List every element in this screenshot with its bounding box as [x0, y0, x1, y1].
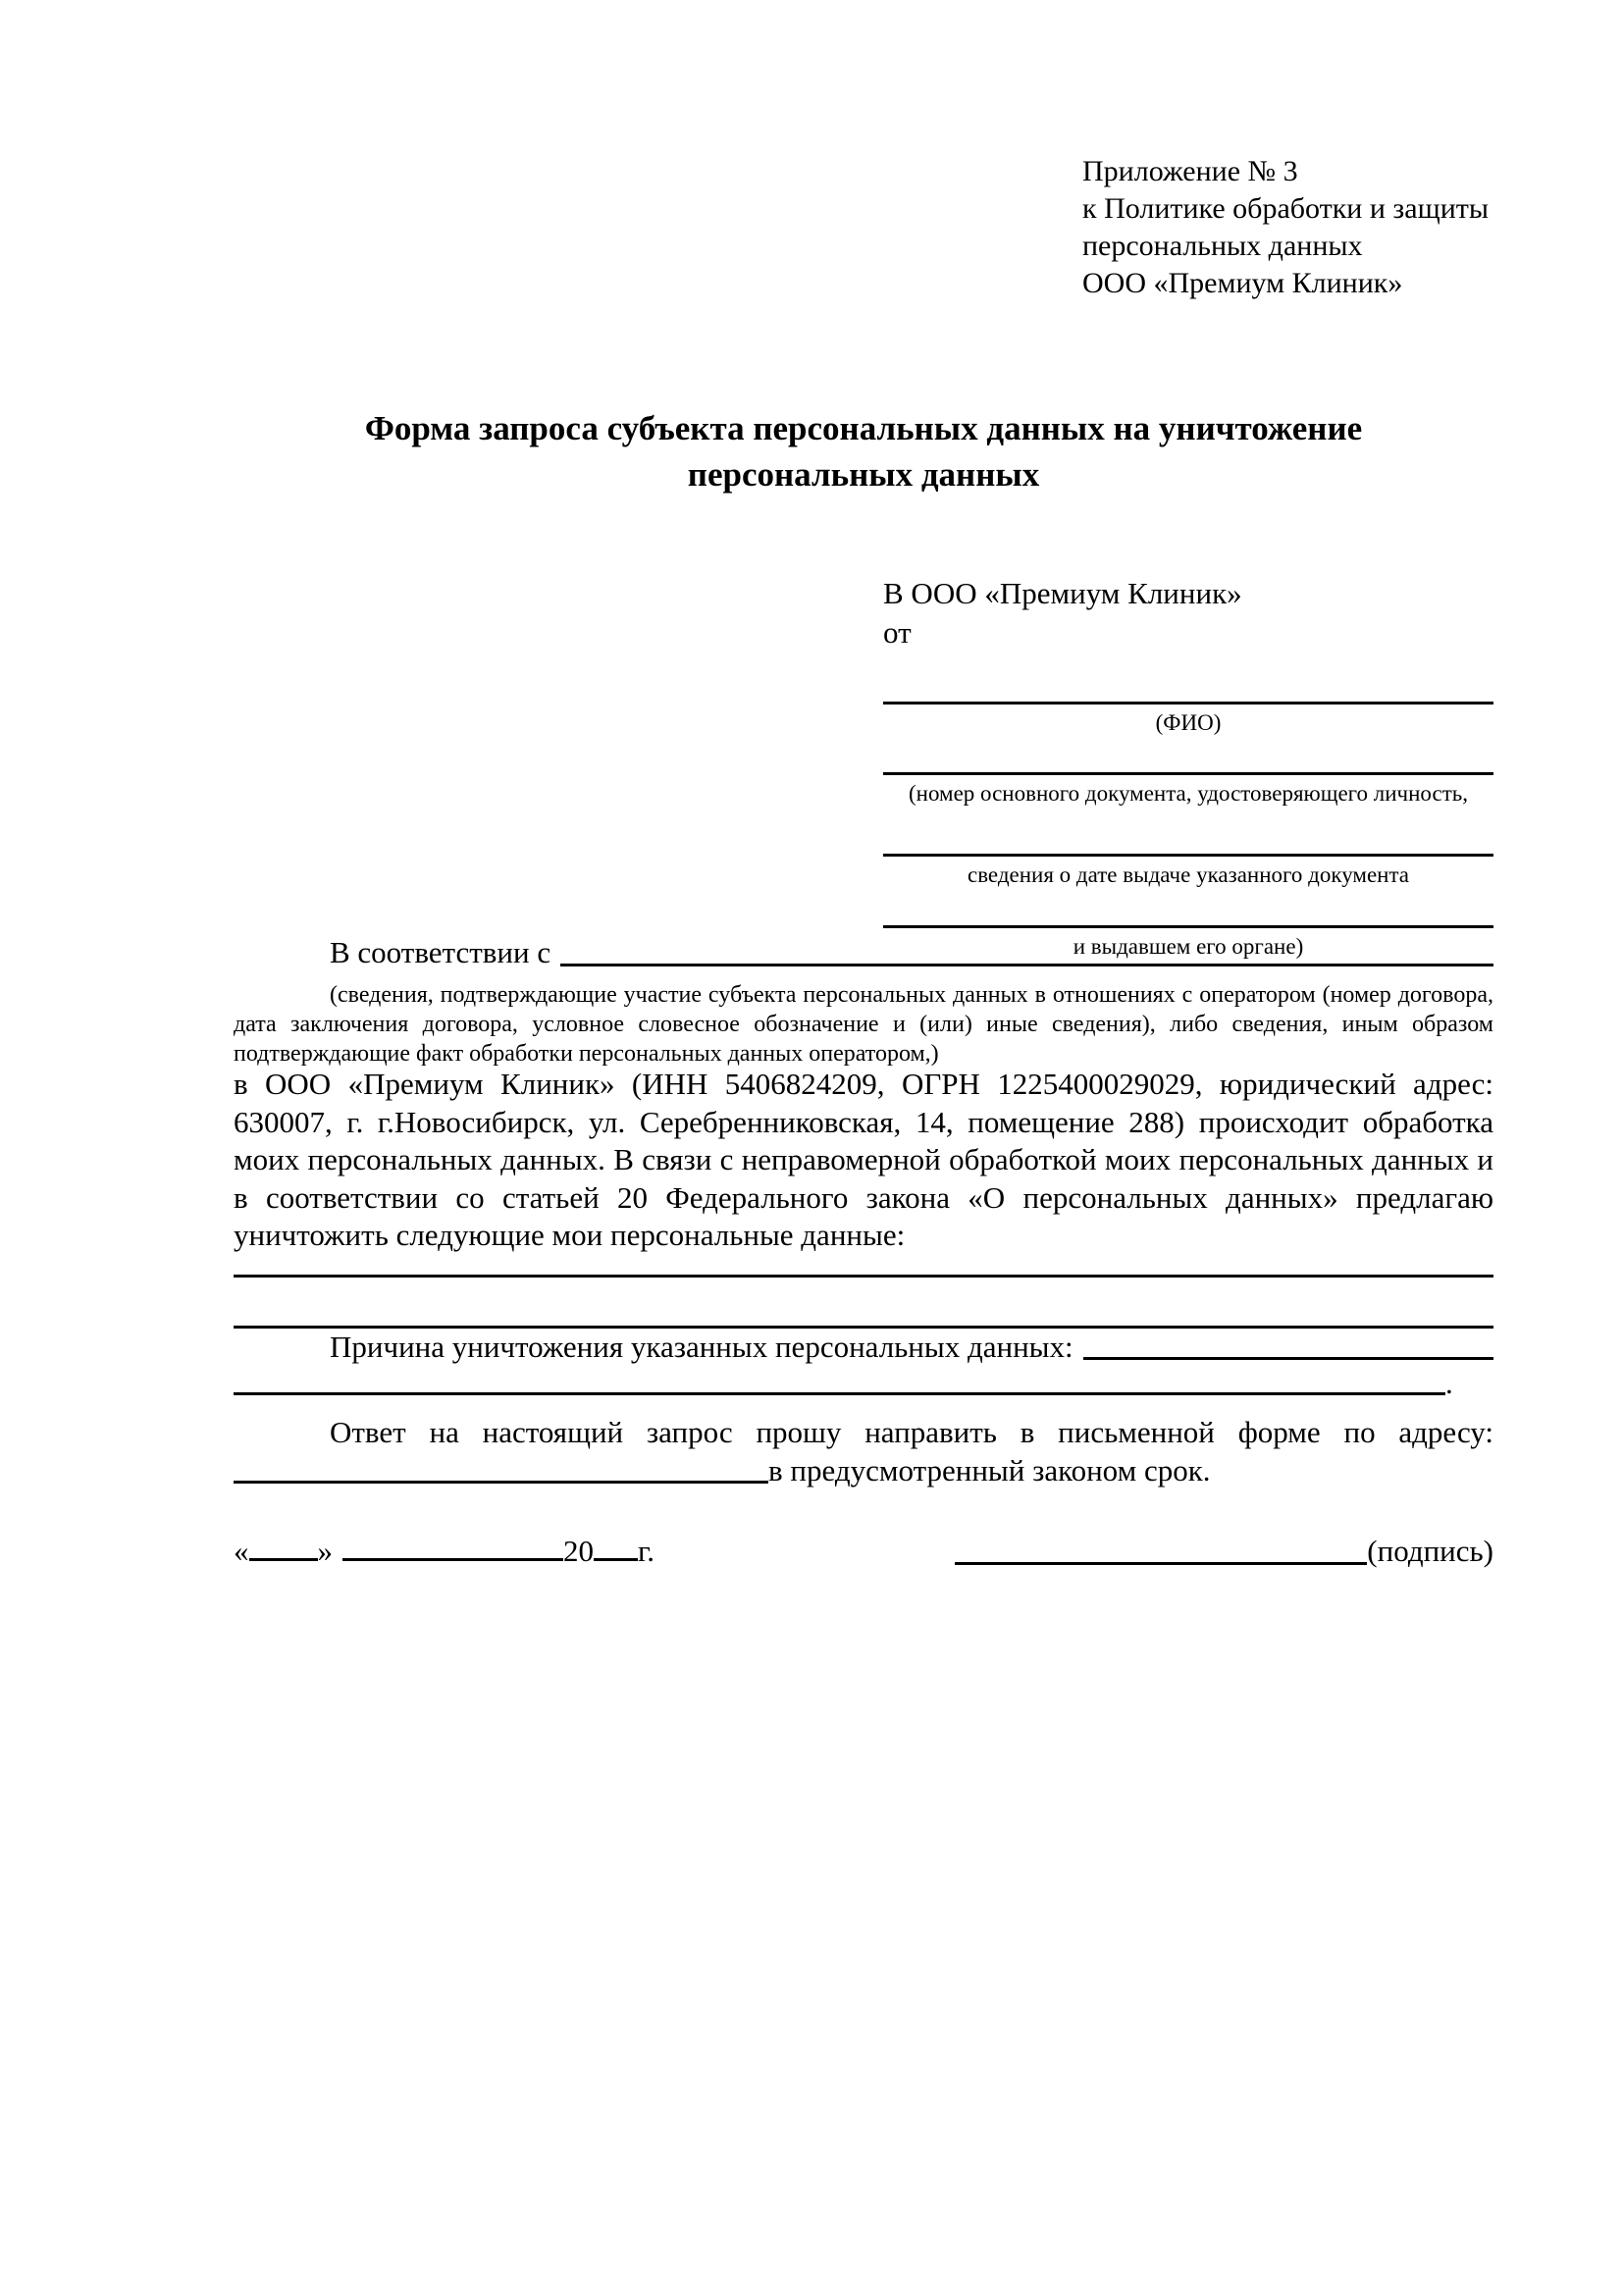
- page-title: [234, 405, 1493, 497]
- lower-section: [234, 1258, 1493, 1570]
- year-prefix: 20: [563, 1534, 594, 1568]
- accordance-row: [234, 933, 1493, 972]
- address-blank-line: [234, 1481, 768, 1484]
- appendix-header-line: персональных данных: [1082, 230, 1363, 262]
- reason-label: Причина уничтожения указанных персональных данных:: [330, 1330, 1073, 1364]
- doc-number-blank-line: [883, 772, 1493, 775]
- data-blank-line-1: [234, 1258, 1493, 1278]
- issue-date-blank-line: [883, 854, 1493, 857]
- issue-date-caption: сведения о дате выдаче указанного документа: [967, 862, 1410, 887]
- signature-blank-line: [955, 1562, 1367, 1565]
- year-suffix: г.: [638, 1534, 654, 1568]
- accordance-blank-line: [560, 933, 1493, 966]
- addressee-block: [883, 574, 1493, 960]
- reason-continuation-row: [234, 1366, 1493, 1401]
- day-blank: [249, 1531, 318, 1561]
- doc-number-caption: (номер основного документа, удостоверяющего личность,: [908, 781, 1468, 806]
- appendix-header-line: к Политике обработки и защиты: [1082, 192, 1490, 225]
- date-open-quote: «: [234, 1534, 249, 1568]
- body-paragraph: в ООО «Премиум Клиник» (ИНН 5406824209, ОГРН 1225400029029, юридический адрес: 630007, г. г.Новосибирск, ул. Серебренниковская, 14, помещение 288) происходит обработка моих персональных данных. В связи с неправомерной обработкой моих персональных данных и в соответствии со статьей 20 Федерального закона «О персональных данных» предлагаю уничтожить следующие мои персональные данные:: [234, 1067, 1493, 1252]
- appendix-header: [1082, 153, 1489, 302]
- reason-row: [234, 1329, 1493, 1366]
- appendix-header-line: Приложение № 3: [1082, 155, 1298, 187]
- date-close-quote: »: [317, 1534, 333, 1568]
- period: .: [1445, 1366, 1453, 1400]
- accordance-note: (сведения, подтверждающие участие субъекта персональных данных в отношениях с оператором (номер договора, дата заключения договора, условное словесное обозначение и (или) иные сведения), либо сведения, иным образом подтверждающие факт обработки персональных данных оператором,): [234, 982, 1493, 1067]
- response-tail: в предусмотренный законом срок.: [768, 1453, 1211, 1487]
- response-paragraph: Ответ на настоящий запрос прошу направить в письменной форме по адресу:: [330, 1415, 1493, 1449]
- reason-blank-line: [1083, 1357, 1493, 1360]
- issue-org-blank-line: [883, 925, 1493, 928]
- date-signature-row: [234, 1531, 1493, 1570]
- signature-field: [955, 1532, 1493, 1571]
- appendix-header-line: ООО «Премиум Клиник»: [1082, 267, 1403, 299]
- addressee-from-label: от: [883, 615, 912, 650]
- year-blank: [594, 1531, 638, 1561]
- issue-org-caption: и выдавшем его органе): [1073, 934, 1304, 959]
- accordance-lead: В соответствии с: [330, 935, 551, 969]
- month-blank: [342, 1531, 563, 1561]
- signature-caption: (подпись): [1367, 1534, 1493, 1568]
- fio-blank-line: [883, 702, 1493, 704]
- fio-caption: (ФИО): [1155, 710, 1222, 735]
- data-blank-line-2: [234, 1278, 1493, 1329]
- date-field: [234, 1531, 654, 1571]
- reason-blank-line-2: [234, 1392, 1445, 1395]
- addressee-to: В ООО «Премиум Клиник»: [883, 576, 1242, 610]
- page-title-text: Форма запроса субъекта персональных данных на уничтожение персональных данных: [364, 409, 1363, 494]
- address-row: [234, 1451, 1493, 1489]
